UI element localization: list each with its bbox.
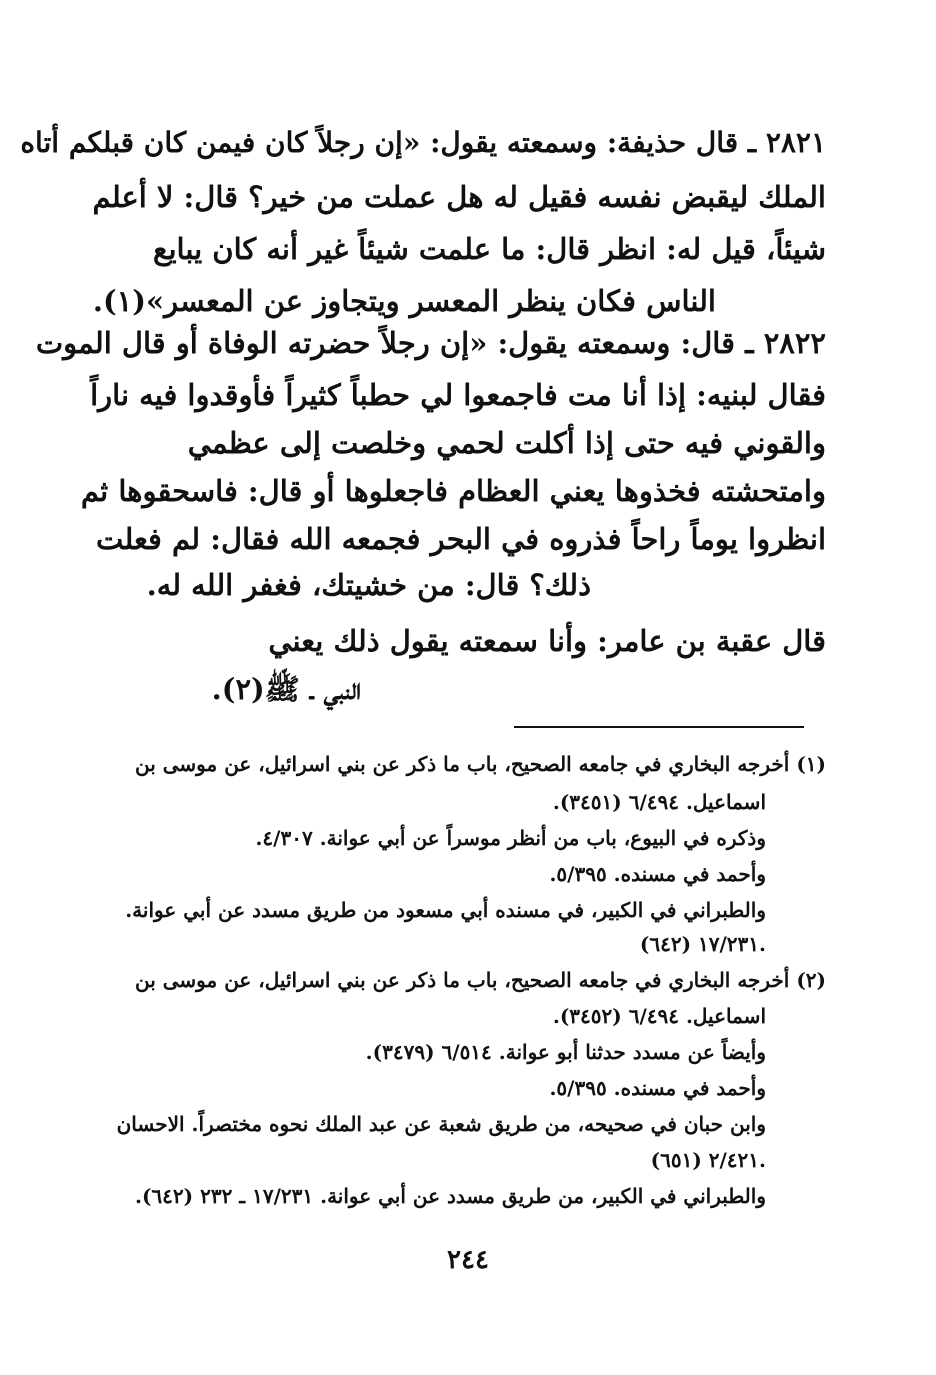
- footnote-1-line-1: (١) أخرجه البخاري في جامعه الصحيح، باب ما ذكر عن بني اسرائيل، عن موسى بن: [135, 752, 826, 776]
- hadith-2822-line-1: ٢٨٢٢ ـ قال: وسمعته يقول: «إن رجلاً حضرته الوفاة أو قال الموت: [35, 326, 826, 360]
- hadith-2822-line-2: فقال لبنيه: إذا أنا مت فاجمعوا لي حطباً كثيراً فأوقدوا فيه ناراً: [90, 378, 826, 412]
- footnote-1-line-2: اسماعيل. ٦/٤٩٤ (٣٤٥١).: [552, 790, 766, 814]
- footnote-1-line-3: وذكره في البيوع، باب من أنظر موسراً عن أبي عوانة. ٤/٣٠٧.: [255, 826, 766, 850]
- uqba-line-2: النبي ـ ﷺ(٢).: [211, 672, 361, 706]
- footnote-2-line-1: (٢) أخرجه البخاري في جامعه الصحيح، باب ما ذكر عن بني اسرائيل، عن موسى بن: [135, 968, 826, 992]
- hadith-2821-line-2: الملك ليقبض نفسه فقيل له هل عملت من خير؟ قال: لا أعلم: [92, 180, 826, 214]
- footnote-1-line-4: وأحمد في مسنده. ٥/٣٩٥.: [549, 862, 766, 886]
- hadith-2822-line-5: انظروا يوماً راحاً فذروه في البحر فجمعه الله فقال: لم فعلت: [95, 522, 826, 556]
- hadith-2821-line-4: الناس فكان ينظر المعسر ويتجاوز عن المعسر»(١).: [92, 284, 716, 318]
- footnote-2-line-7: والطبراني في الكبير، من طريق مسدد عن أبي عوانة. ١٧/٢٣١ ـ ٢٣٢ (٦٤٢).: [134, 1184, 766, 1208]
- footnote-separator: [514, 726, 804, 728]
- footnote-1-line-5: والطبراني في الكبير، في مسنده أبي مسعود من طريق مسدد عن أبي عوانة.: [125, 898, 766, 922]
- footnote-1-line-6: ١٧/٢٣١ (٦٤٢).: [639, 932, 766, 956]
- hadith-2821-line-3: شيئاً، قيل له: انظر قال: ما علمت شيئاً غير أنه كان يبايع: [153, 232, 826, 266]
- hadith-2821-line-1: ٢٨٢١ ـ قال حذيفة: وسمعته يقول: «إن رجلاً كان فيمن كان قبلكم أتاه: [20, 126, 826, 159]
- page-number: ٢٤٤: [447, 1245, 489, 1275]
- hadith-2822-line-3: والقوني فيه حتى إذا أكلت لحمي وخلصت إلى عظمي: [187, 426, 826, 460]
- footnote-2-line-2: اسماعيل. ٦/٤٩٤ (٣٤٥٢).: [552, 1004, 766, 1028]
- footnote-2-line-6: ٢/٤٢١ (٦٥١).: [650, 1148, 766, 1172]
- uqba-line-1: قال عقبة بن عامر: وأنا سمعته يقول ذلك يعني: [268, 624, 826, 658]
- hadith-2822-line-6: ذلك؟ قال: من خشيتك، فغفر الله له.: [146, 568, 591, 602]
- hadith-2822-line-4: وامتحشته فخذوها يعني العظام فاجعلوها أو قال: فاسحقوها ثم: [80, 474, 826, 508]
- footnote-2-line-5: وابن حبان في صحيحه، من طريق شعبة عن عبد الملك نحوه مختصراً. الاحسان: [116, 1112, 766, 1136]
- footnote-2-line-3: وأيضاً عن مسدد حدثنا أبو عوانة. ٦/٥١٤ (٣٤٧٩).: [365, 1040, 766, 1064]
- footnote-2-line-4: وأحمد في مسنده. ٥/٣٩٥.: [549, 1076, 766, 1100]
